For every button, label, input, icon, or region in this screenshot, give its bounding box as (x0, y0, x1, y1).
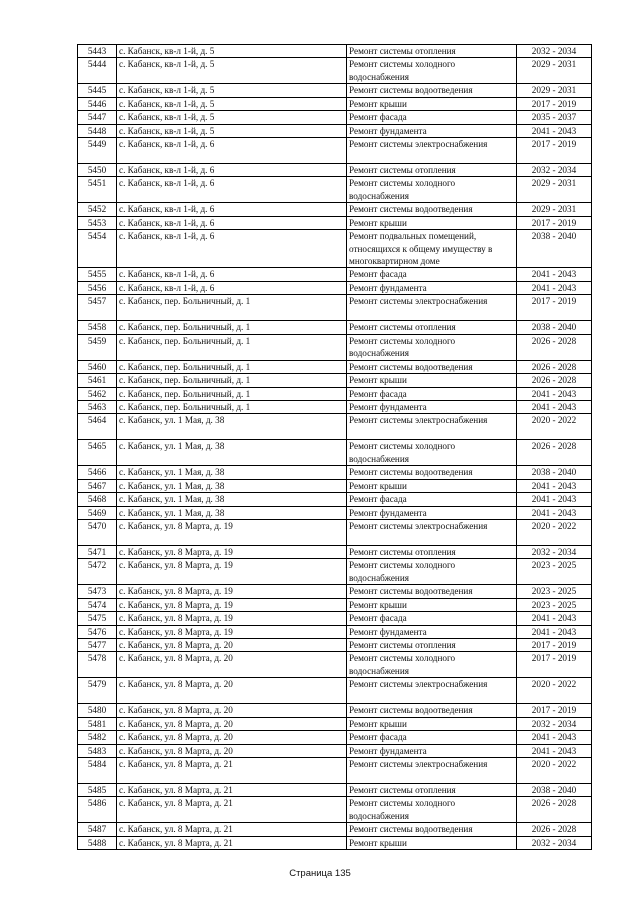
table-row (78, 545, 592, 558)
row-number: 5466 (78, 466, 117, 479)
row-work-type: Ремонт фундамента (347, 506, 517, 519)
row-address: с. Кабанск, ул. 8 Марта, д. 20 (117, 638, 347, 651)
row-address: с. Кабанск, ул. 8 Марта, д. 19 (117, 559, 347, 585)
table-row (78, 652, 592, 678)
row-address: с. Кабанск, кв-л 1-й, д. 6 (117, 230, 347, 268)
row-number: 5486 (78, 797, 117, 823)
table-row (78, 466, 592, 479)
row-period: 2041 - 2043 (517, 731, 592, 744)
row-address: с. Кабанск, пер. Больничный, д. 1 (117, 295, 347, 321)
row-work-type: Ремонт системы холодного водоснабжения (347, 58, 517, 84)
row-number: 5448 (78, 124, 117, 137)
row-period: 2029 - 2031 (517, 58, 592, 84)
row-work-type: Ремонт крыши (347, 216, 517, 229)
row-number: 5458 (78, 321, 117, 334)
row-period: 2032 - 2034 (517, 717, 592, 730)
row-address: с. Кабанск, ул. 8 Марта, д. 21 (117, 758, 347, 784)
row-period: 2035 - 2037 (517, 111, 592, 124)
row-number: 5468 (78, 493, 117, 506)
row-work-type: Ремонт фундамента (347, 744, 517, 757)
row-period: 2041 - 2043 (517, 268, 592, 281)
row-period: 2017 - 2019 (517, 97, 592, 110)
row-period: 2026 - 2028 (517, 440, 592, 466)
row-work-type: Ремонт крыши (347, 836, 517, 849)
row-number: 5473 (78, 585, 117, 598)
row-work-type: Ремонт системы электроснабжения (347, 138, 517, 164)
row-period: 2023 - 2025 (517, 598, 592, 611)
row-number: 5453 (78, 216, 117, 229)
row-number: 5460 (78, 360, 117, 373)
row-period: 2038 - 2040 (517, 784, 592, 797)
row-work-type: Ремонт системы водоотведения (347, 466, 517, 479)
row-address: с. Кабанск, ул. 1 Мая, д. 38 (117, 440, 347, 466)
table-row (78, 717, 592, 730)
row-address: с. Кабанск, пер. Больничный, д. 1 (117, 374, 347, 387)
table-row (78, 784, 592, 797)
row-number: 5469 (78, 506, 117, 519)
table-row (78, 334, 592, 360)
row-address: с. Кабанск, кв-л 1-й, д. 5 (117, 97, 347, 110)
table-row (78, 216, 592, 229)
table-row (78, 704, 592, 717)
row-period: 2020 - 2022 (517, 519, 592, 545)
row-period: 2038 - 2040 (517, 466, 592, 479)
row-address: с. Кабанск, пер. Больничный, д. 1 (117, 334, 347, 360)
table-row (78, 400, 592, 413)
table-row (78, 230, 592, 268)
row-work-type: Ремонт системы холодного водоснабжения (347, 440, 517, 466)
row-period: 2041 - 2043 (517, 625, 592, 638)
row-work-type: Ремонт системы водоотведения (347, 585, 517, 598)
row-number: 5465 (78, 440, 117, 466)
row-work-type: Ремонт фасада (347, 493, 517, 506)
row-work-type: Ремонт подвальных помещений, относящихся к общему имуществу в многоквартирном доме (347, 230, 517, 268)
table-row (78, 58, 592, 84)
row-period: 2041 - 2043 (517, 506, 592, 519)
row-number: 5474 (78, 598, 117, 611)
row-period: 2029 - 2031 (517, 84, 592, 97)
row-period: 2032 - 2034 (517, 545, 592, 558)
row-work-type: Ремонт крыши (347, 717, 517, 730)
row-address: с. Кабанск, ул. 8 Марта, д. 21 (117, 823, 347, 836)
row-number: 5463 (78, 400, 117, 413)
row-period: 2041 - 2043 (517, 479, 592, 492)
table-row (78, 797, 592, 823)
row-number: 5483 (78, 744, 117, 757)
row-work-type: Ремонт фасада (347, 387, 517, 400)
row-address: с. Кабанск, ул. 8 Марта, д. 20 (117, 744, 347, 757)
table-row (78, 823, 592, 836)
table-row (78, 638, 592, 651)
row-address: с. Кабанск, кв-л 1-й, д. 6 (117, 138, 347, 164)
row-work-type: Ремонт системы отопления (347, 545, 517, 558)
table-row (78, 177, 592, 203)
row-address: с. Кабанск, ул. 1 Мая, д. 38 (117, 414, 347, 440)
row-address: с. Кабанск, пер. Больничный, д. 1 (117, 321, 347, 334)
row-work-type: Ремонт системы отопления (347, 321, 517, 334)
row-work-type: Ремонт фасада (347, 268, 517, 281)
row-period: 2020 - 2022 (517, 758, 592, 784)
table-row (78, 203, 592, 216)
row-address: с. Кабанск, ул. 8 Марта, д. 20 (117, 704, 347, 717)
row-period: 2029 - 2031 (517, 177, 592, 203)
row-address: с. Кабанск, ул. 8 Марта, д. 19 (117, 519, 347, 545)
row-work-type: Ремонт крыши (347, 598, 517, 611)
row-work-type: Ремонт системы отопления (347, 784, 517, 797)
row-period: 2017 - 2019 (517, 295, 592, 321)
row-address: с. Кабанск, ул. 8 Марта, д. 21 (117, 836, 347, 849)
row-work-type: Ремонт фундамента (347, 625, 517, 638)
row-address: с. Кабанск, ул. 8 Марта, д. 19 (117, 585, 347, 598)
table-row (78, 836, 592, 849)
table-row (78, 111, 592, 124)
page-number: Страница 135 (289, 868, 351, 879)
table-row (78, 97, 592, 110)
row-address: с. Кабанск, ул. 8 Марта, д. 20 (117, 717, 347, 730)
table-row (78, 281, 592, 294)
row-number: 5452 (78, 203, 117, 216)
row-address: с. Кабанск, кв-л 1-й, д. 5 (117, 58, 347, 84)
row-work-type: Ремонт системы холодного водоснабжения (347, 797, 517, 823)
row-work-type: Ремонт системы электроснабжения (347, 295, 517, 321)
row-number: 5449 (78, 138, 117, 164)
row-number: 5464 (78, 414, 117, 440)
row-address: с. Кабанск, кв-л 1-й, д. 5 (117, 111, 347, 124)
row-period: 2041 - 2043 (517, 493, 592, 506)
row-work-type: Ремонт системы отопления (347, 164, 517, 177)
row-number: 5485 (78, 784, 117, 797)
table-row (78, 268, 592, 281)
row-number: 5456 (78, 281, 117, 294)
row-number: 5478 (78, 652, 117, 678)
row-period: 2041 - 2043 (517, 124, 592, 137)
row-address: с. Кабанск, ул. 1 Мая, д. 38 (117, 493, 347, 506)
row-period: 2032 - 2034 (517, 164, 592, 177)
row-number: 5445 (78, 84, 117, 97)
row-work-type: Ремонт фасада (347, 111, 517, 124)
row-address: с. Кабанск, пер. Больничный, д. 1 (117, 387, 347, 400)
row-period: 2041 - 2043 (517, 400, 592, 413)
row-address: с. Кабанск, ул. 1 Мая, д. 38 (117, 506, 347, 519)
row-period: 2032 - 2034 (517, 45, 592, 58)
row-period: 2017 - 2019 (517, 652, 592, 678)
row-work-type: Ремонт системы холодного водоснабжения (347, 177, 517, 203)
table-row (78, 758, 592, 784)
table-row (78, 519, 592, 545)
row-period: 2026 - 2028 (517, 823, 592, 836)
row-address: с. Кабанск, ул. 1 Мая, д. 38 (117, 479, 347, 492)
table-row (78, 493, 592, 506)
row-work-type: Ремонт фундамента (347, 400, 517, 413)
table-body (78, 45, 592, 850)
row-number: 5484 (78, 758, 117, 784)
row-number: 5475 (78, 612, 117, 625)
row-period: 2038 - 2040 (517, 321, 592, 334)
row-address: с. Кабанск, ул. 8 Марта, д. 20 (117, 731, 347, 744)
table-row (78, 414, 592, 440)
row-work-type: Ремонт системы водоотведения (347, 704, 517, 717)
table-row (78, 612, 592, 625)
row-number: 5457 (78, 295, 117, 321)
row-number: 5480 (78, 704, 117, 717)
table-row (78, 479, 592, 492)
table-row (78, 84, 592, 97)
row-address: с. Кабанск, кв-л 1-й, д. 6 (117, 164, 347, 177)
row-address: с. Кабанск, кв-л 1-й, д. 5 (117, 45, 347, 58)
table-row (78, 559, 592, 585)
row-period: 2026 - 2028 (517, 360, 592, 373)
row-address: с. Кабанск, ул. 8 Марта, д. 19 (117, 598, 347, 611)
row-number: 5471 (78, 545, 117, 558)
table-row (78, 321, 592, 334)
row-number: 5459 (78, 334, 117, 360)
row-work-type: Ремонт крыши (347, 374, 517, 387)
row-work-type: Ремонт системы отопления (347, 45, 517, 58)
row-period: 2017 - 2019 (517, 638, 592, 651)
row-address: с. Кабанск, кв-л 1-й, д. 6 (117, 268, 347, 281)
row-period: 2023 - 2025 (517, 585, 592, 598)
row-period: 2020 - 2022 (517, 414, 592, 440)
row-address: с. Кабанск, ул. 8 Марта, д. 19 (117, 545, 347, 558)
row-number: 5462 (78, 387, 117, 400)
table-row (78, 625, 592, 638)
row-period: 2026 - 2028 (517, 797, 592, 823)
row-number: 5470 (78, 519, 117, 545)
table-row (78, 124, 592, 137)
table-row (78, 374, 592, 387)
table-row (78, 387, 592, 400)
row-address: с. Кабанск, пер. Больничный, д. 1 (117, 400, 347, 413)
row-number: 5446 (78, 97, 117, 110)
row-work-type: Ремонт системы электроснабжения (347, 414, 517, 440)
row-number: 5454 (78, 230, 117, 268)
row-work-type: Ремонт фасада (347, 612, 517, 625)
row-number: 5455 (78, 268, 117, 281)
row-address: с. Кабанск, ул. 8 Марта, д. 19 (117, 612, 347, 625)
row-period: 2017 - 2019 (517, 704, 592, 717)
row-number: 5476 (78, 625, 117, 638)
row-period: 2023 - 2025 (517, 559, 592, 585)
row-work-type: Ремонт фундамента (347, 281, 517, 294)
row-number: 5477 (78, 638, 117, 651)
row-address: с. Кабанск, ул. 8 Марта, д. 20 (117, 652, 347, 678)
table-row (78, 164, 592, 177)
row-work-type: Ремонт системы электроснабжения (347, 758, 517, 784)
row-work-type: Ремонт системы водоотведения (347, 823, 517, 836)
row-number: 5481 (78, 717, 117, 730)
row-address: с. Кабанск, ул. 8 Марта, д. 19 (117, 625, 347, 638)
row-number: 5461 (78, 374, 117, 387)
row-address: с. Кабанск, ул. 8 Марта, д. 21 (117, 797, 347, 823)
row-address: с. Кабанск, ул. 8 Марта, д. 21 (117, 784, 347, 797)
row-work-type: Ремонт системы холодного водоснабжения (347, 559, 517, 585)
table-row (78, 678, 592, 704)
row-work-type: Ремонт системы электроснабжения (347, 519, 517, 545)
row-number: 5467 (78, 479, 117, 492)
row-period: 2041 - 2043 (517, 281, 592, 294)
repair-schedule-table (77, 44, 592, 850)
table-row (78, 295, 592, 321)
row-address: с. Кабанск, ул. 8 Марта, д. 20 (117, 678, 347, 704)
row-period: 2017 - 2019 (517, 216, 592, 229)
row-period: 2038 - 2040 (517, 230, 592, 268)
row-period: 2041 - 2043 (517, 744, 592, 757)
table-row (78, 744, 592, 757)
row-number: 5479 (78, 678, 117, 704)
table-row (78, 360, 592, 373)
row-work-type: Ремонт системы отопления (347, 638, 517, 651)
row-period: 2020 - 2022 (517, 678, 592, 704)
row-period: 2017 - 2019 (517, 138, 592, 164)
row-address: с. Кабанск, кв-л 1-й, д. 5 (117, 84, 347, 97)
table-row (78, 585, 592, 598)
row-period: 2041 - 2043 (517, 612, 592, 625)
row-work-type: Ремонт системы водоотведения (347, 203, 517, 216)
table-row (78, 45, 592, 58)
row-address: с. Кабанск, ул. 1 Мая, д. 38 (117, 466, 347, 479)
row-work-type: Ремонт системы холодного водоснабжения (347, 652, 517, 678)
row-address: с. Кабанск, кв-л 1-й, д. 6 (117, 203, 347, 216)
row-period: 2026 - 2028 (517, 334, 592, 360)
row-work-type: Ремонт крыши (347, 97, 517, 110)
row-address: с. Кабанск, кв-л 1-й, д. 6 (117, 177, 347, 203)
row-period: 2026 - 2028 (517, 374, 592, 387)
table-row (78, 731, 592, 744)
row-period: 2029 - 2031 (517, 203, 592, 216)
row-address: с. Кабанск, кв-л 1-й, д. 6 (117, 216, 347, 229)
row-period: 2041 - 2043 (517, 387, 592, 400)
row-number: 5444 (78, 58, 117, 84)
row-number: 5451 (78, 177, 117, 203)
row-work-type: Ремонт системы водоотведения (347, 84, 517, 97)
row-number: 5482 (78, 731, 117, 744)
table-row (78, 440, 592, 466)
row-period: 2032 - 2034 (517, 836, 592, 849)
table-row (78, 138, 592, 164)
row-address: с. Кабанск, пер. Больничный, д. 1 (117, 360, 347, 373)
row-address: с. Кабанск, кв-л 1-й, д. 6 (117, 281, 347, 294)
row-number: 5488 (78, 836, 117, 849)
row-number: 5443 (78, 45, 117, 58)
row-number: 5472 (78, 559, 117, 585)
row-work-type: Ремонт системы электроснабжения (347, 678, 517, 704)
table-row (78, 506, 592, 519)
table-row (78, 598, 592, 611)
row-number: 5447 (78, 111, 117, 124)
row-number: 5487 (78, 823, 117, 836)
row-work-type: Ремонт фасада (347, 731, 517, 744)
row-number: 5450 (78, 164, 117, 177)
row-work-type: Ремонт системы холодного водоснабжения (347, 334, 517, 360)
row-work-type: Ремонт системы водоотведения (347, 360, 517, 373)
row-work-type: Ремонт крыши (347, 479, 517, 492)
row-work-type: Ремонт фундамента (347, 124, 517, 137)
row-address: с. Кабанск, кв-л 1-й, д. 5 (117, 124, 347, 137)
